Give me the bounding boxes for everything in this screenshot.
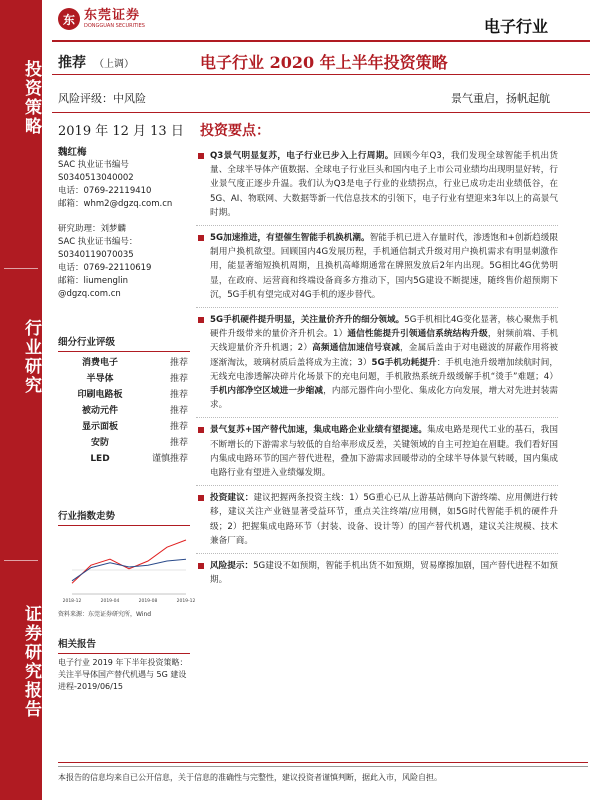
p6-body: 5G建设不如预期，智能手机出货不如预期，贸易摩擦加剧，国产替代进程不如预期。 (210, 561, 558, 586)
analyst-1-cert: S0340513040002 (58, 173, 134, 183)
rating (58, 52, 134, 72)
analyst-2-email[interactable]: 邮箱：liumenglin (58, 276, 129, 286)
sidebar-divider (4, 560, 38, 561)
analyst-1-phone: 电话：0769-22119410 (58, 186, 152, 196)
index-chart-section (58, 510, 196, 621)
p1-body: 回顾今年Q3，我们发现全球智能手机出货量、全球半导体产值数据、全球电子行业巨头和国内电子上市公司业绩均出现明显好转，行业景气度正逐步升温。我们认为Q3是电子行业的业绩拐点，行业已成功走出业绩低谷，在5G、AI、物联网、大数据等新一代信息技术的引领下，电子行业有望迎来3年以上的高景气时期。 (210, 151, 558, 218)
related-title: 相关报告 (58, 638, 190, 654)
section-risk-warning (196, 554, 558, 592)
chart-source: 资料来源：东莞证券研究所，Wind (58, 611, 152, 618)
sub-industry-name: 半导体 (86, 373, 114, 384)
section-ic-localization (196, 418, 558, 486)
p3-body-f: ，内部元器件向小型化、集成化方向发展，增大对先进封装需求。 (210, 386, 558, 411)
p3-point-1: 通信性能提升引领通信系统结构升级 (347, 329, 488, 340)
index-chart (58, 530, 196, 606)
analyst-2-cert-label: SAC 执业证书编号： (58, 237, 138, 247)
x-tick-label: 2019-08 (138, 599, 158, 604)
sub-industry-rating: 推荐 (169, 373, 188, 384)
p2-body: 智能手机已进入存量时代，渗透饱和+创新趋缓限制用户换机欲望。回顾国内4G发展历程，手机通信制式升级对用户换机需求有明显刺激作用，能显著缩短换机周期，且换机高峰期通常在牌照发放后2年内出现。5G相比4G优势明显，在政府、运营商和终端设备商多方推动下，国内5G建设不断提速，随终售价超预期下沉，5G手机有望完成对4G手机的逐步替代。 (210, 233, 558, 300)
index-chart-title: 行业指数走势 (58, 510, 190, 526)
company-logo (58, 8, 145, 30)
sub-industry-name: LED (90, 453, 110, 464)
p3-body-a: 5G手机相比4G变化显著，核心聚焦手机硬件升级带来的量价齐升机会。1） (210, 315, 558, 340)
subtitle-rule (52, 112, 590, 113)
p6-heading: 风险提示： (210, 561, 254, 572)
rating-value: 推荐 (58, 55, 86, 71)
title-rule (52, 74, 590, 75)
sub-industry-ratings (58, 336, 190, 467)
sub-industry-rating: 推荐 (169, 389, 188, 400)
analyst-info (58, 146, 190, 301)
keypoints-heading: 投资要点： (200, 123, 270, 139)
sidebar-label-strategy: 投资策略 (21, 60, 41, 136)
rating-change: （上调） (94, 59, 134, 70)
report-title: 电子行业 2020 年上半年投资策略 (200, 53, 448, 72)
p1-heading: Q3景气明显复苏，电子行业已步入上行周期。 (210, 151, 394, 161)
section-5g-hardware (196, 308, 558, 418)
analyst-1-email[interactable]: 邮箱：whm2@dgzq.com.cn (58, 199, 173, 209)
sub-industry-name: 印刷电路板 (77, 389, 123, 400)
analyst-2-name: 研究助理：刘梦麟 (58, 224, 127, 234)
p3-point-4: 手机内部净空区域进一步缩减 (210, 386, 324, 397)
sub-industry-name: 显示面板 (81, 421, 118, 432)
section-investment-advice (196, 486, 558, 554)
sub-industry-rating: 推荐 (169, 437, 188, 448)
x-tick-label: 2019-12 (176, 599, 196, 604)
rating-row (58, 355, 190, 371)
rating-row (58, 451, 190, 467)
logo-english: DONGGUAN SECURITIES (84, 22, 145, 29)
main-content (196, 144, 558, 592)
p3-body-d: ，金属后盖由于对电磁波的屏蔽作用将被逐渐淘汰，玻璃材质后盖将成为主流；3） (210, 343, 558, 368)
report-date: 2019 年 12 月 13 日 (58, 124, 184, 139)
sub-industry-name: 安防 (90, 437, 109, 448)
footer-disclaimer: 本报告的信息均来自已公开信息，关于信息的准确性与完整性，建议投资者谨慎判断，据此入市，风险自担。 (58, 766, 588, 784)
industry-label: 电子行业 (483, 17, 548, 36)
analyst-2-cert: S0340119070035 (58, 250, 134, 260)
related-report-item[interactable]: 电子行业 2019 年下半年投资策略：关注半导体国产替代机遇与 5G 建设进程-2019/06/15 (58, 658, 188, 691)
section-q3-recovery (196, 144, 558, 226)
sub-industry-rating: 推荐 (169, 405, 188, 416)
x-tick-label: 2019-04 (100, 599, 120, 604)
sidebar-label-industry: 行业研究 (21, 319, 41, 395)
p3-body-e: ：手机电池升级增加续航时间，无线充电渗透解决碎片化场景下的充电问题，手机散热系统升级缓解手机“烫手”难题；4） (210, 357, 558, 382)
sub-industry-rating: 推荐 (169, 421, 188, 432)
report-subtitle: 景气重启，扬帆起航 (451, 92, 550, 105)
sidebar (0, 0, 42, 800)
sub-industry-name: 消费电子 (81, 357, 118, 368)
p3-point-3: 5G手机功耗提升 (371, 357, 437, 368)
rating-row (58, 371, 190, 387)
analyst-1-cert-label: SAC 执业证书编号 (58, 160, 129, 170)
footer-rule (58, 762, 588, 763)
p5-body: 建议把握两条投资主线：1）5G重心已从上游基站侧向下游终端、应用侧进行转移，建议关注产业链显著受益环节，重点关注终端/应用侧，如5G时代智能手机的硬件升级；2）把握集成电路环节（封装、设备、设计等）的国产替代机遇，建议关注规模、技术兼备厂商。 (210, 493, 558, 546)
rating-row (58, 403, 190, 419)
index-chart-svg (58, 530, 196, 606)
logo-mark: 东 (58, 8, 80, 30)
p3-body-c: ，射频前端、手机天线迎量价齐升机遇；2） (210, 329, 558, 354)
ratings-title: 细分行业评级 (58, 336, 190, 352)
sidebar-label-report: 证券研究报告 (21, 605, 41, 719)
header-rule (52, 40, 590, 42)
p5-heading: 投资建议： (210, 493, 254, 504)
analyst-2-email-domain[interactable]: @dgzq.com.cn (58, 289, 121, 299)
series-line (72, 540, 186, 583)
section-5g-replacement (196, 226, 558, 308)
sub-industry-name: 被动元件 (81, 405, 118, 416)
logo-name: 东莞证券 (84, 7, 141, 23)
sub-industry-rating: 谨慎推荐 (151, 453, 188, 464)
p3-point-2: 高频通信加速信号衰减 (312, 343, 401, 354)
rating-row (58, 419, 190, 435)
x-tick-label: 2018-12 (62, 599, 82, 604)
ratings-table (58, 355, 190, 467)
rating-row (58, 387, 190, 403)
sub-industry-rating: 推荐 (169, 357, 188, 368)
p4-heading: 景气复苏+国产替代加速，集成电路企业业绩有望提速。 (210, 425, 428, 436)
related-reports (58, 638, 190, 693)
risk-level: 风险评级：中风险 (58, 92, 146, 105)
analyst-2-phone: 电话：0769-22110619 (58, 263, 152, 273)
p4-body: 集成电路是现代工业的基石，我国不断增长的下游需求与较低的自给率形成反差，关键领域的自主可控迫在眉睫。我们看好国内集成电路环节的国产替代进程，叠加下游需求回暖带动的全球半导体景气转暖，国内集成电路行业有望进入业绩爆发期。 (210, 425, 558, 479)
p2-heading: 5G加速推进，有望催生智能手机换机潮。 (210, 233, 370, 244)
analyst-1-name: 魏红梅 (58, 147, 87, 158)
p3-heading: 5G手机硬件提升明显，关注量价齐升的细分领域。 (210, 315, 405, 326)
rating-row (58, 435, 190, 451)
sidebar-divider (4, 268, 38, 269)
